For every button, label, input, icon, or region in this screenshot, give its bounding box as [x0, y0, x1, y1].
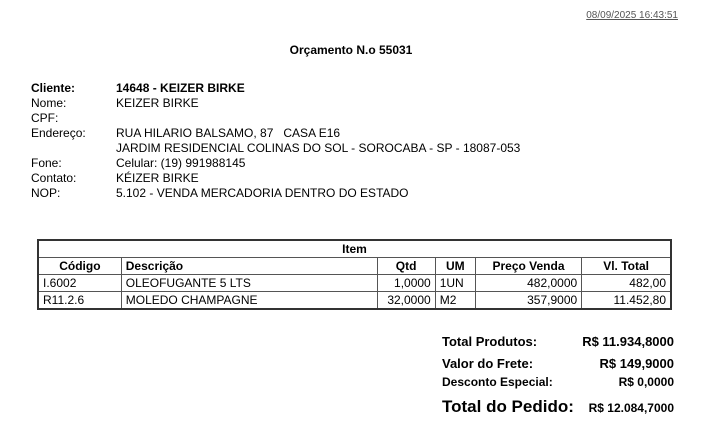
items-table-header-row	[38, 258, 671, 275]
desconto-value: R$ 0,0000	[618, 375, 674, 389]
valor-frete-label: Valor do Frete:	[442, 356, 534, 371]
cell-descricao: MOLEDO CHAMPAGNE	[121, 292, 377, 310]
cell-codigo: R11.2.6	[38, 292, 121, 310]
total-produtos-value: R$ 11.934,8000	[582, 334, 674, 349]
total-pedido-value: R$ 12.084,7000	[588, 401, 674, 415]
cell-qtd: 32,0000	[377, 292, 435, 310]
table-row	[38, 275, 671, 292]
cell-vl-total: 482,00	[582, 275, 671, 292]
total-pedido-label: Total do Pedido:	[442, 397, 574, 416]
nop-label: NOP:	[31, 186, 61, 200]
print-timestamp: 08/09/2025 16:43:51	[586, 10, 678, 21]
contato-row	[31, 171, 520, 186]
fone-value: Celular: (19) 991988145	[116, 156, 246, 170]
endereco-label: Endereço:	[31, 126, 86, 140]
table-row	[38, 292, 671, 310]
desconto-row	[442, 375, 674, 397]
header-qtd: Qtd	[377, 258, 435, 275]
nop-row	[31, 186, 520, 201]
document-title: Orçamento N.o 55031	[289, 43, 413, 57]
nome-label: Nome:	[31, 96, 67, 110]
fone-row	[31, 156, 520, 171]
total-pedido-row	[442, 397, 674, 417]
cpf-row	[31, 111, 520, 126]
header-vl-total: Vl. Total	[582, 258, 671, 275]
valor-frete-row	[442, 356, 674, 375]
fone-label: Fone:	[31, 156, 62, 170]
endereco-row	[31, 126, 520, 141]
endereco-row-2	[31, 141, 520, 156]
cell-preco-venda: 482,0000	[475, 275, 581, 292]
cpf-label: CPF:	[31, 111, 59, 125]
cell-qtd: 1,0000	[377, 275, 435, 292]
items-table	[37, 239, 672, 310]
header-preco-venda: Preço Venda	[475, 258, 581, 275]
totals-block	[442, 334, 674, 417]
desconto-label: Desconto Especial:	[442, 375, 553, 389]
cell-descricao: OLEOFUGANTE 5 LTS	[121, 275, 377, 292]
header-um: UM	[435, 258, 475, 275]
cliente-row	[31, 81, 520, 96]
items-table-caption: Item	[38, 240, 671, 258]
header-codigo: Código	[38, 258, 121, 275]
cell-preco-venda: 357,9000	[475, 292, 581, 310]
endereco-line1: RUA HILARIO BALSAMO, 87 CASA E16	[116, 126, 341, 140]
cell-um: M2	[435, 292, 475, 310]
contato-value: KÉIZER BIRKE	[116, 171, 199, 185]
header-descricao: Descrição	[121, 258, 377, 275]
nome-value: KEIZER BIRKE	[116, 96, 199, 110]
cell-um: 1UN	[435, 275, 475, 292]
customer-info	[31, 81, 520, 201]
cliente-value: 14648 - KEIZER BIRKE	[116, 81, 245, 95]
cell-vl-total: 11.452,80	[582, 292, 671, 310]
total-produtos-label: Total Produtos:	[442, 334, 538, 349]
nop-value: 5.102 - VENDA MERCADORIA DENTRO DO ESTADO	[116, 186, 409, 200]
nome-row	[31, 96, 520, 111]
cliente-label: Cliente:	[31, 81, 76, 95]
contato-label: Contato:	[31, 171, 77, 185]
valor-frete-value: R$ 149,9000	[599, 356, 674, 371]
total-produtos-row	[442, 334, 674, 356]
cell-codigo: I.6002	[38, 275, 121, 292]
endereco-line2: JARDIM RESIDENCIAL COLINAS DO SOL - SOROCABA - SP - 18087-053	[116, 141, 521, 155]
